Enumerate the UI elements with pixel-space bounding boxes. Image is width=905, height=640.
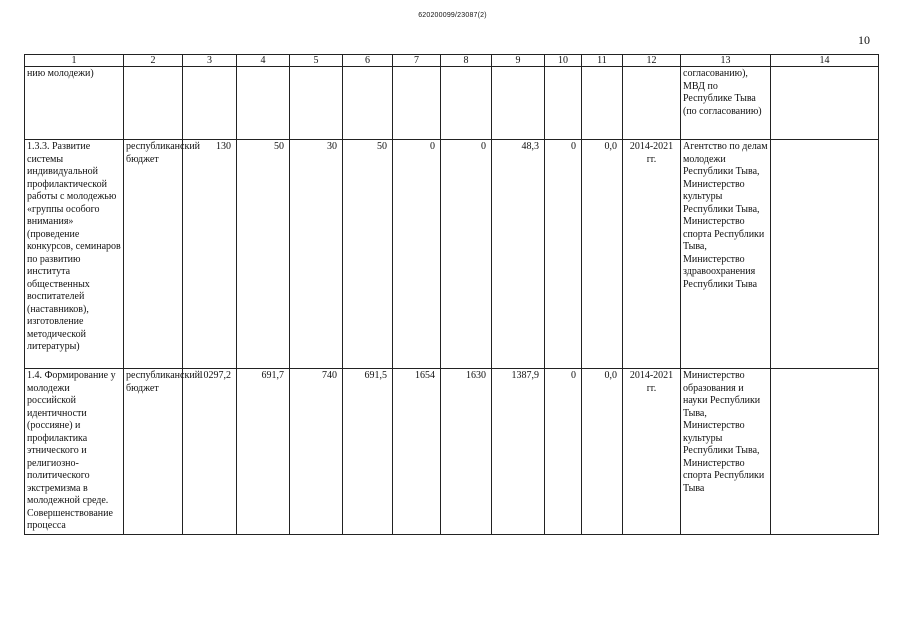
column-header: 6 bbox=[343, 55, 393, 67]
value-cell bbox=[290, 67, 343, 140]
table-row bbox=[25, 140, 879, 369]
column-header: 12 bbox=[623, 55, 681, 67]
period-cell: 2014-2021 гг. bbox=[623, 369, 681, 535]
funding-source-cell: республиканский бюджет bbox=[124, 140, 183, 369]
column-header: 9 bbox=[492, 55, 545, 67]
responsible-cell: Министерство образования и науки Республики Тыва, Министерство культуры Республики Тыва, Министерство спорта Республики Тыва bbox=[681, 369, 771, 535]
column-header: 3 bbox=[183, 55, 237, 67]
value-cell: 10297,2 bbox=[183, 369, 237, 535]
value-cell: 691,7 bbox=[237, 369, 290, 535]
column-header: 10 bbox=[545, 55, 582, 67]
value-cell: 0,0 bbox=[582, 140, 623, 369]
column-header: 8 bbox=[441, 55, 492, 67]
value-cell bbox=[492, 67, 545, 140]
period-cell bbox=[623, 67, 681, 140]
notes-cell bbox=[771, 67, 879, 140]
value-cell bbox=[237, 67, 290, 140]
value-cell: 0 bbox=[441, 140, 492, 369]
value-cell: 1387,9 bbox=[492, 369, 545, 535]
value-cell: 740 bbox=[290, 369, 343, 535]
column-header: 2 bbox=[124, 55, 183, 67]
value-cell: 1630 bbox=[441, 369, 492, 535]
column-header: 14 bbox=[771, 55, 879, 67]
column-header: 13 bbox=[681, 55, 771, 67]
value-cell: 48,3 bbox=[492, 140, 545, 369]
header-row bbox=[25, 55, 879, 67]
activity-cell: 1.3.3. Развитие системы индивидуальной профилактической работы с молодежью «группы особого внимания» (проведение конкурсов, семинаров по развитию института общественных воспитателей (наставников), изготовление методической литературы) bbox=[25, 140, 124, 369]
document-id: 620200099/23087(2) bbox=[418, 12, 487, 19]
value-cell: 0 bbox=[393, 140, 441, 369]
notes-cell bbox=[771, 140, 879, 369]
column-header: 11 bbox=[582, 55, 623, 67]
value-cell bbox=[393, 67, 441, 140]
page-number: 10 bbox=[858, 33, 870, 47]
value-cell: 130 bbox=[183, 140, 237, 369]
notes-cell bbox=[771, 369, 879, 535]
funding-source-cell: республиканский бюджет bbox=[124, 369, 183, 535]
value-cell bbox=[545, 67, 582, 140]
value-cell bbox=[343, 67, 393, 140]
value-cell: 691,5 bbox=[343, 369, 393, 535]
table-row bbox=[25, 369, 879, 535]
column-header: 1 bbox=[25, 55, 124, 67]
column-header: 4 bbox=[237, 55, 290, 67]
activity-cell: нию молодежи) bbox=[25, 67, 124, 140]
responsible-cell: Агентство по делам молодежи Республики Тыва, Министерство культуры Республики Тыва, Министерство спорта Республики Тыва, Министерство здравоохранения Республики Тыва bbox=[681, 140, 771, 369]
responsible-cell: согласованию), МВД по Республике Тыва (по согласованию) bbox=[681, 67, 771, 140]
value-cell: 1654 bbox=[393, 369, 441, 535]
period-cell: 2014-2021 гг. bbox=[623, 140, 681, 369]
value-cell: 50 bbox=[237, 140, 290, 369]
activity-cell: 1.4. Формирование у молодежи российской идентичности (россияне) и профилактика этнического и религиозно-политического экстремизма в молодежной среде. Совершенствование процесса bbox=[25, 369, 124, 535]
program-table bbox=[24, 54, 879, 535]
table-row bbox=[25, 67, 879, 140]
value-cell bbox=[441, 67, 492, 140]
value-cell: 0,0 bbox=[582, 369, 623, 535]
value-cell: 0 bbox=[545, 369, 582, 535]
value-cell: 50 bbox=[343, 140, 393, 369]
column-header: 7 bbox=[393, 55, 441, 67]
value-cell: 0 bbox=[545, 140, 582, 369]
value-cell bbox=[183, 67, 237, 140]
funding-source-cell bbox=[124, 67, 183, 140]
value-cell bbox=[582, 67, 623, 140]
column-header: 5 bbox=[290, 55, 343, 67]
value-cell: 30 bbox=[290, 140, 343, 369]
